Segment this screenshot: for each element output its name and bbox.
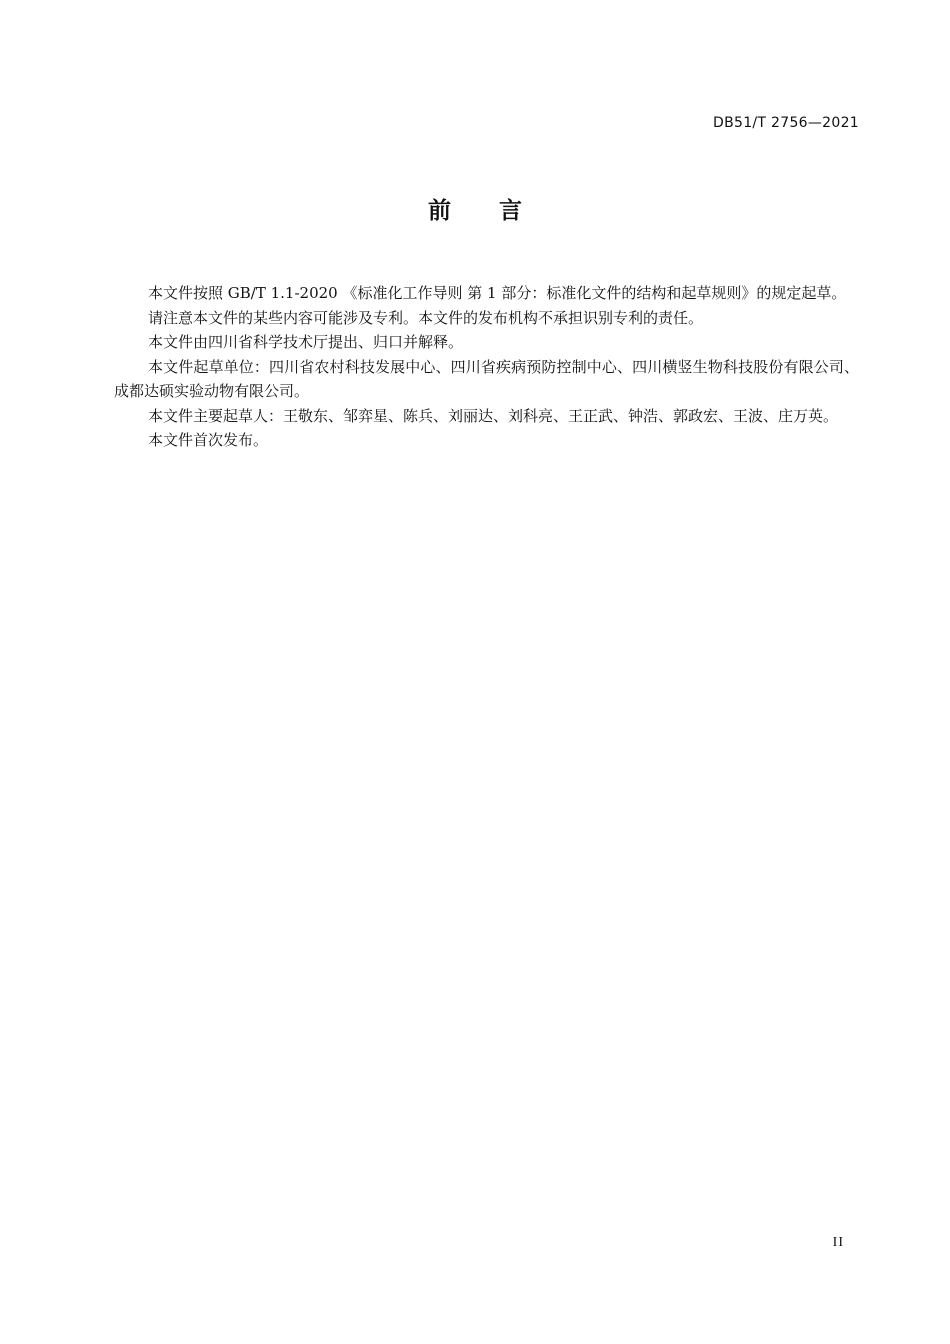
foreword-body: [114, 281, 859, 453]
page-title: [0, 196, 950, 226]
title-char-1: 前: [428, 198, 451, 224]
paragraph-first-release: 本文件首次发布。: [148, 431, 269, 449]
title-char-2: 言: [499, 198, 522, 224]
page-number: II: [832, 1235, 844, 1250]
paragraph-patent-notice: 请注意本文件的某些内容可能涉及专利。本文件的发布机构不承担识别专利的责任。: [148, 308, 704, 327]
paragraph-drafting-units: 本文件起草单位：四川省农村科技发展中心、四川省疾病预防控制中心、四川横竖生物科技股份有限公司、成都达硕实验动物有限公司。: [114, 357, 859, 400]
paragraph-drafting-rules: 本文件按照 GB/T 1.1-2020 《标准化工作导则 第 1 部分：标准化文件的结构和起草规则》的规定起草。: [148, 284, 847, 302]
document-code: DB51/T 2756—2021: [713, 115, 859, 131]
paragraph-drafters: 本文件主要起草人：王敬东、邹弈星、陈兵、刘丽达、刘科亮、王正武、钟浩、郭政宏、王波、庄万英。: [148, 406, 839, 425]
paragraph-proposer: 本文件由四川省科学技术厅提出、归口并解释。: [148, 333, 464, 351]
